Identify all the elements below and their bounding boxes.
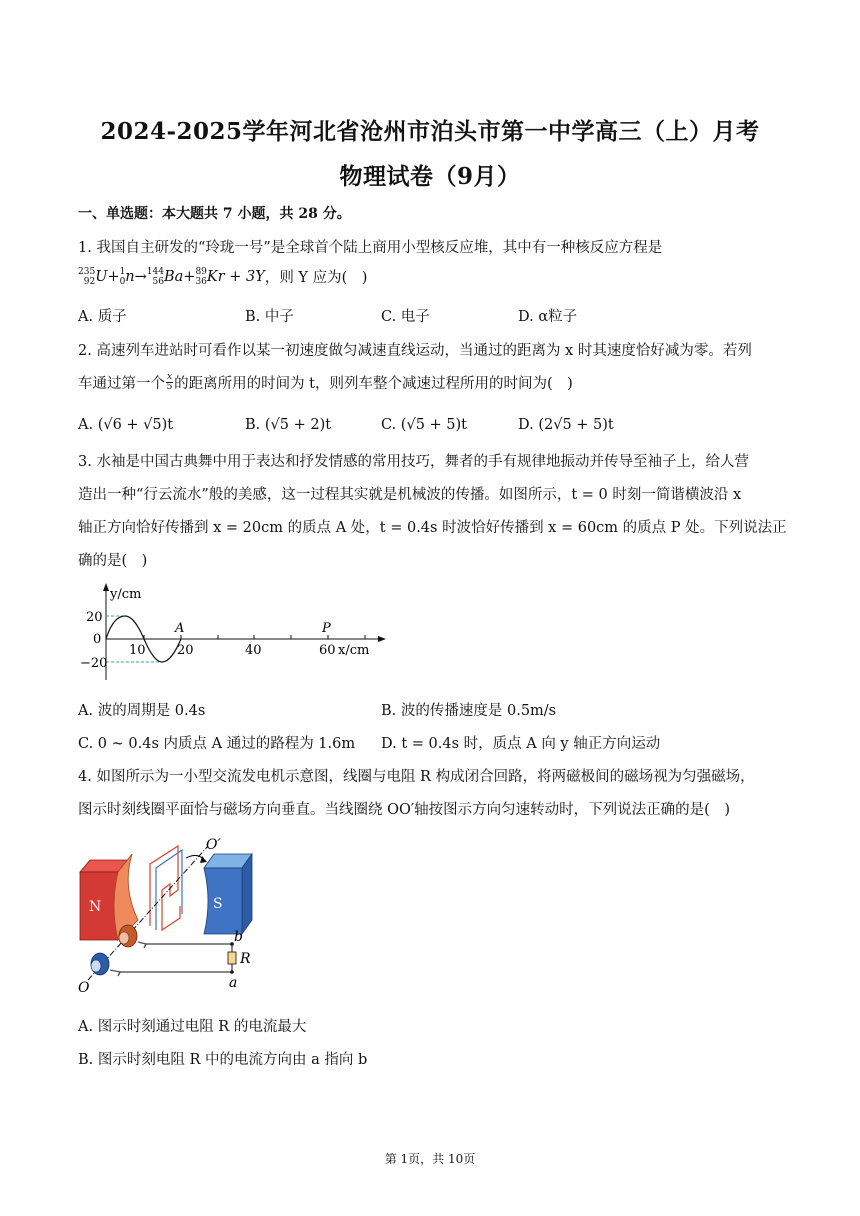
x-axis-label: x/cm	[338, 643, 370, 658]
page-footer: 第 1页，共 10页	[384, 1152, 476, 1166]
q2-option-c[interactable]: C. (√5 + 5)t	[381, 417, 467, 433]
q2-line2-post: 的距离所用的时间为 t，则列车整个减速过程所用的时间为( )	[174, 376, 573, 392]
brush-upper	[138, 942, 146, 948]
q1-option-a[interactable]: A. 质子	[78, 309, 127, 325]
point-p-label: P	[322, 621, 331, 636]
ba-symbol: Ba+	[163, 268, 196, 285]
wire-to-a	[120, 964, 232, 972]
s-label: S	[213, 896, 223, 912]
q3-stem-line3: 轴正方向恰好传播到 x = 20cm 的质点 A 处，t = 0.4s 时波恰好传播到 x = 60cm 的质点 P 处。下列说法正	[78, 520, 787, 536]
exam-title-line1: 2024-2025学年河北省沧州市泊头市第一中学高三（上）月考	[100, 118, 760, 145]
terminal-a	[230, 970, 234, 974]
brush-lower	[110, 970, 120, 976]
q2-stem-line1: 2. 高速列车进站时可看作以某一初速度做匀减速直线运动，当通过的距离为 x 时其速度恰好减为零。若列	[78, 343, 752, 359]
exam-title-line2: 物理试卷（9月）	[339, 163, 521, 190]
o-label: O	[78, 980, 90, 996]
fraction-denominator: 5	[166, 382, 173, 392]
kr-mass-number: 89	[195, 266, 207, 277]
s-magnet-side	[242, 854, 252, 934]
fraction-x-over-5	[166, 373, 173, 392]
q2-option-a[interactable]: A. (√6 + √5)t	[78, 417, 174, 433]
q1-option-d[interactable]: D. α粒子	[518, 309, 578, 325]
u-symbol: U+	[95, 268, 120, 285]
fraction-numerator: x	[167, 372, 173, 382]
u-atomic-number: 92	[83, 276, 96, 287]
q4-stem-line2: 图示时刻线圈平面恰与磁场方向垂直。当线圈绕 OO′轴按图示方向匀速转动时，下列说法正确的是( )	[78, 802, 730, 818]
q1-option-c[interactable]: C. 电子	[381, 309, 430, 325]
q1-stem: 1. 我国自主研发的“玲珑一号”是全球首个陆上商用小型核反应堆，其中有一种核反应方程是	[78, 240, 663, 256]
q2-stem-line2	[78, 372, 573, 393]
x-axis-arrow	[378, 636, 386, 642]
wire-to-b	[146, 944, 232, 952]
q4-option-b[interactable]: B. 图示时刻电阻 R 中的电流方向由 a 指向 b	[78, 1052, 368, 1068]
q3-option-d[interactable]: D. t = 0.4s 时，质点 A 向 y 轴正方向运动	[381, 736, 661, 752]
q2-option-b[interactable]: B. (√5 + 2)t	[245, 417, 332, 433]
generator-figure	[76, 832, 266, 997]
q1-tail: ，则 Y 应为( )	[264, 270, 368, 286]
y-axis-label: y/cm	[110, 587, 142, 602]
q3-option-b[interactable]: B. 波的传播速度是 0.5m/s	[381, 703, 557, 719]
y-tick-20: 20	[86, 610, 103, 625]
q4-option-a[interactable]: A. 图示时刻通过电阻 R 的电流最大	[78, 1019, 307, 1035]
q1-equation	[78, 266, 367, 287]
q3-stem-line1: 3. 水袖是中国古典舞中用于表达和抒发情感的常用技巧，舞者的手有规律地振动并传导至袖子上，给人营	[78, 454, 749, 470]
a-label: a	[229, 975, 238, 991]
q3-stem-line4: 确的是( )	[78, 553, 148, 569]
kr-symbol: Kr + 3Y	[206, 268, 265, 285]
wave-figure	[76, 580, 396, 682]
n-label: N	[89, 899, 102, 915]
q1-option-b[interactable]: B. 中子	[245, 309, 294, 325]
y-tick-neg20: −20	[80, 656, 108, 671]
n-atomic-number: 0	[119, 276, 126, 287]
u-mass-number: 235	[78, 266, 96, 277]
section-heading: 一、单选题：本大题共 7 小题，共 28 分。	[78, 206, 351, 222]
q4-stem-line1: 4. 如图所示为一小型交流发电机示意图，线圈与电阻 R 构成闭合回路，将两磁极间的磁场视为匀强磁场，	[78, 769, 755, 785]
slip-ring-red-inner	[119, 932, 129, 944]
resistor-r	[228, 952, 236, 964]
ba-atomic-number: 56	[152, 276, 164, 287]
n-mass-number: 1	[119, 266, 126, 277]
x-tick-10: 10	[129, 643, 146, 658]
x-tick-60: 60	[319, 643, 336, 658]
coil-wire-red	[150, 846, 180, 930]
y-axis-arrow	[103, 583, 109, 591]
x-tick-40: 40	[245, 643, 262, 658]
s-magnet-front	[204, 868, 242, 934]
q2-option-d[interactable]: D. (2√5 + 5)t	[518, 417, 614, 433]
q2-line2-pre: 车通过第一个	[78, 376, 165, 392]
ba-mass-number: 144	[146, 266, 164, 277]
y-tick-0: 0	[93, 632, 102, 647]
r-label: R	[240, 951, 251, 967]
n-symbol: n→	[125, 268, 147, 285]
q3-option-a[interactable]: A. 波的周期是 0.4s	[78, 703, 206, 719]
q3-stem-line2: 造出一种“行云流水”般的美感，这一过程其实就是机械波的传播。如图所示，t = 0 时刻一简谐横波沿 x	[78, 487, 742, 503]
kr-atomic-number: 36	[195, 276, 207, 287]
x-tick-20: 20	[177, 643, 194, 658]
point-a-label: A	[175, 621, 185, 636]
o-prime-label: O′	[206, 837, 221, 853]
q3-option-c[interactable]: C. 0 ~ 0.4s 内质点 A 通过的路程为 1.6m	[78, 736, 356, 752]
slip-ring-blue-inner	[91, 960, 101, 972]
b-label: b	[234, 929, 243, 945]
